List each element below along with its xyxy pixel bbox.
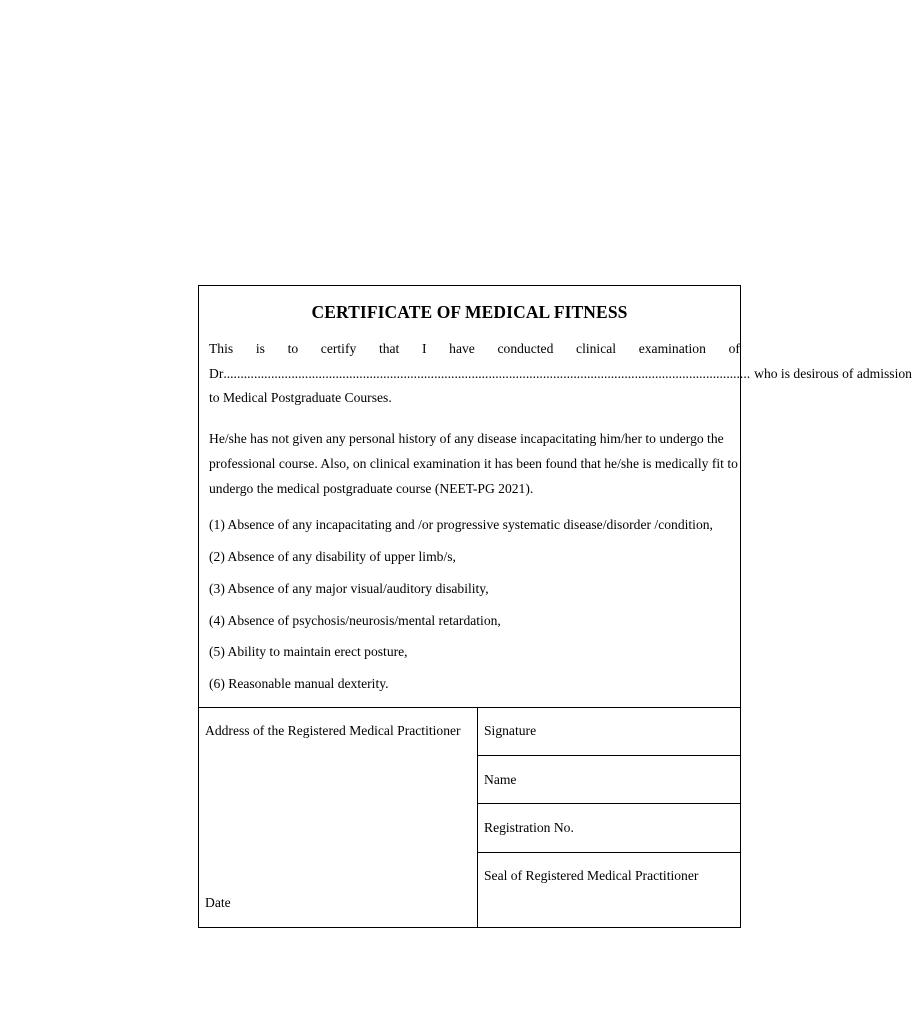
name-row-divider [478,803,740,804]
signature-row-divider [478,755,740,756]
seal-label: Seal of Registered Medical Practitioner [484,868,699,883]
practitioner-address-label: Address of the Registered Medical Practitioner [205,723,461,738]
registration-number-label: Registration No. [484,820,574,835]
condition-item-5: (5) Ability to maintain erect posture, [209,644,408,659]
registration-row-divider [478,852,740,853]
dr-prefix: Dr [209,365,224,381]
statement-word: is [255,341,265,356]
certificate-title: CERTIFICATE OF MEDICAL FITNESS [311,302,628,322]
fitness-paragraph: He/she has not given any personal history of any disease incapacitating him/her to undergo the professional course. Also, on clinical examination it has been found that he/she is medically fit to undergo the medical postgraduate course (NEET-PG 2021). [209,431,738,496]
condition-item-4: (4) Absence of psychosis/neurosis/mental retardation, [209,613,501,628]
condition-item-2: (2) Absence of any disability of upper limb/s, [209,549,456,564]
name-label: Name [484,772,517,787]
condition-item-3: (3) Absence of any major visual/auditory disability, [209,581,489,596]
candidate-name-line [209,362,912,387]
signature-label: Signature [484,723,537,738]
statement-word: to [287,341,299,356]
statement-line-1 [209,337,740,362]
statement-word: clinical [576,341,617,356]
statement-word: certify [320,341,357,356]
condition-item-6: (6) Reasonable manual dexterity. [209,676,389,691]
date-label: Date [205,895,231,910]
admission-text: who is desirous of admission [754,365,912,381]
certificate-body [199,286,912,707]
statement-word: I [421,341,427,356]
statement-word: This [209,341,234,356]
statement-word: of [728,341,740,356]
table-column-divider [477,707,478,928]
statement-line-3: to Medical Postgraduate Courses. [209,390,392,405]
table-top-divider [199,707,740,708]
statement-word: examination [638,341,706,356]
candidate-name-blank: ........................................................................................................................................................... [223,365,751,381]
statement-word: conducted [497,341,554,356]
medical-fitness-certificate [198,285,912,928]
condition-item-1: (1) Absence of any incapacitating and /or progressive systematic disease/disorder /condition, [209,517,713,532]
certification-statement [209,337,912,411]
statement-word: that [378,341,400,356]
statement-word: have [449,341,475,356]
